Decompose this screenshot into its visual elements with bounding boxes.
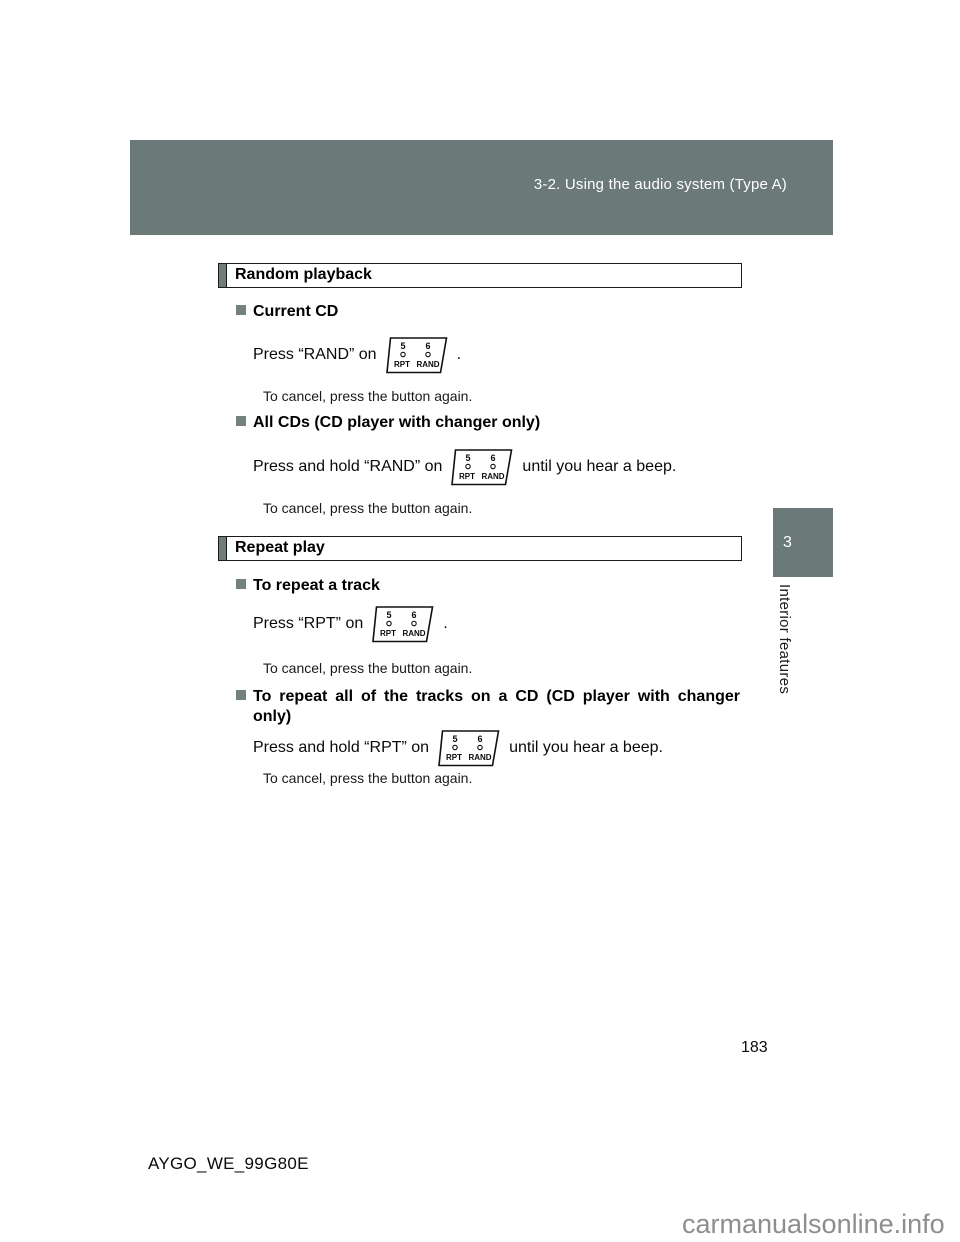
key-label-rpt: RPT xyxy=(446,752,463,762)
square-bullet-icon xyxy=(236,305,246,315)
instruction-suffix: until you hear a beep. xyxy=(522,458,677,475)
instruction-suffix: . xyxy=(443,615,448,632)
heading-text: To repeat all of the tracks on a CD (CD player with changer only) xyxy=(253,688,740,725)
instruction-hold-rpt xyxy=(253,726,663,770)
instruction-prefix: Press and hold “RAND” on xyxy=(253,458,443,475)
page-number: 183 xyxy=(741,1039,768,1056)
square-bullet-icon xyxy=(236,416,246,426)
section-title: Repeat play xyxy=(235,539,325,556)
instruction-suffix: . xyxy=(456,346,462,363)
square-bullet-icon xyxy=(236,690,246,700)
key-label-rand: RAND xyxy=(468,752,492,762)
heading-repeat-all xyxy=(236,687,740,727)
key-digit-6: 6 xyxy=(490,452,496,463)
heading-text: To repeat a track xyxy=(253,577,380,594)
heading-text: Current CD xyxy=(253,303,339,320)
key-digit-5: 5 xyxy=(452,733,458,744)
cancel-note: To cancel, press the button again. xyxy=(263,388,473,404)
watermark-text: carmanualsonline.info xyxy=(682,1209,945,1239)
heading-current-cd xyxy=(236,302,740,322)
chapter-header-title: 3-2. Using the audio system (Type A) xyxy=(533,176,787,193)
instruction-prefix: Press “RPT” on xyxy=(253,615,364,632)
key-label-rpt: RPT xyxy=(393,359,410,369)
cancel-note: To cancel, press the button again. xyxy=(263,770,473,786)
square-bullet-icon xyxy=(236,579,246,589)
rpt-rand-key-icon xyxy=(438,730,500,767)
chapter-label-vertical: Interior features xyxy=(776,584,793,695)
instruction-suffix: until you hear a beep. xyxy=(509,739,663,756)
cancel-note: To cancel, press the button again. xyxy=(263,660,473,676)
rpt-rand-key-icon xyxy=(386,337,448,374)
section-title: Random playback xyxy=(235,266,372,283)
rpt-rand-key-icon xyxy=(451,449,513,486)
key-digit-6: 6 xyxy=(477,733,483,744)
heading-repeat-track xyxy=(236,576,740,596)
key-label-rpt: RPT xyxy=(380,628,397,638)
document-code: AYGO_WE_99G80E xyxy=(148,1154,309,1173)
instruction-press-rand xyxy=(253,333,461,377)
instruction-hold-rand xyxy=(253,445,676,489)
heading-text: All CDs (CD player with changer only) xyxy=(253,414,541,431)
section-accent-bar xyxy=(219,264,227,287)
section-box-repeat-play xyxy=(218,536,742,561)
cancel-note: To cancel, press the button again. xyxy=(263,500,473,516)
chapter-tab xyxy=(773,508,833,577)
key-digit-5: 5 xyxy=(400,340,406,351)
key-label-rand: RAND xyxy=(402,628,426,638)
section-accent-bar xyxy=(219,537,227,560)
chapter-number: 3 xyxy=(783,533,792,551)
instruction-press-rpt xyxy=(253,602,448,646)
key-label-rand: RAND xyxy=(416,359,440,369)
key-digit-6: 6 xyxy=(425,340,431,351)
rpt-rand-key-icon xyxy=(372,606,434,643)
key-label-rand: RAND xyxy=(481,471,505,481)
section-box-random-playback xyxy=(218,263,742,288)
chapter-header-band xyxy=(130,140,833,235)
key-digit-5: 5 xyxy=(465,452,471,463)
heading-all-cds xyxy=(236,413,740,433)
instruction-prefix: Press and hold “RPT” on xyxy=(253,739,430,756)
instruction-prefix: Press “RAND” on xyxy=(253,346,377,363)
key-label-rpt: RPT xyxy=(459,471,476,481)
key-digit-5: 5 xyxy=(386,609,392,620)
key-digit-6: 6 xyxy=(411,609,417,620)
